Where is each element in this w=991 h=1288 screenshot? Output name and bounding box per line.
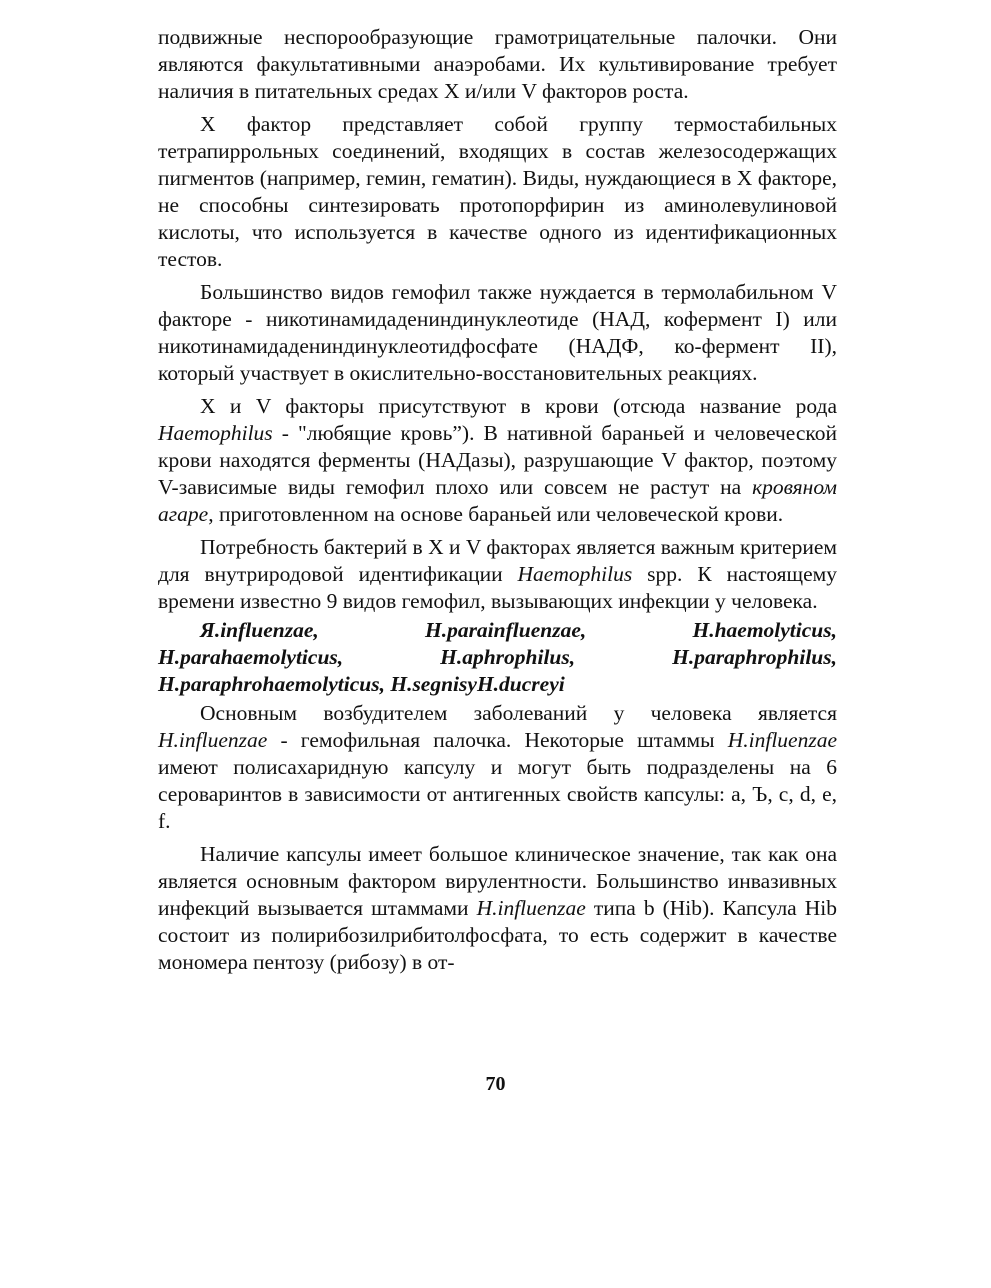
paragraph-3: Большинство видов гемофил также нуждается в термолабильном V факторе - никотинамидадениндинуклеотиде (НАД, кофермент I) или никотинамидадениндинуклеотидфосфате (НАДФ, ко-фермент II), который участвует в окислительно-восстановительных реакциях. xyxy=(158,280,837,385)
paragraph-6-text-a: Основным возбудителем заболеваний у человека является xyxy=(200,701,837,725)
paragraph-5-text-a: Потребность бактерий в X и V факторах является важным критерием для внутриродовой идентификации xyxy=(158,535,837,586)
paragraph-4-text-a: X и V факторы присутствуют в крови (отсюда название рода xyxy=(200,394,837,418)
species-name: H.paraphrophilus, xyxy=(672,645,837,669)
paragraph-6 xyxy=(158,700,837,835)
species-name: H.aphrophilus, xyxy=(440,645,576,669)
species-list xyxy=(158,617,837,698)
paragraph-7-text-a: Наличие капсулы имеет большое клиническое значение, так как она является основным фактором вирулентности. Большинство инвазивных инфекций вызывается штаммами xyxy=(158,842,837,920)
species-line-3 xyxy=(158,671,837,698)
genus-haemophilus: Haemophilus xyxy=(158,421,273,445)
species-h-influenzae: H.influenzae xyxy=(476,896,586,920)
genus-haemophilus: Haemophilus xyxy=(517,562,633,586)
species-name: H.paraphrohaemolyticus, H.segnisyH.ducreyi xyxy=(158,672,565,696)
species-name: H.haemolyticus, xyxy=(692,618,837,642)
paragraph-7-text-c: типа b (Hib). Капсула Hib состоит из полирибозилрибитолфосфата, то есть содержит в качестве мономера пентозу (рибозу) в от- xyxy=(158,896,837,974)
paragraph-6-text-e: имеют полисахаридную капсулу и могут быть подразделены на 6 сероваринтов в зависимости от антигенных свойств капсулы: a, Ъ, c, d, e, f. xyxy=(158,755,837,833)
paragraph-2: X фактор представляет собой группу термостабильных тетрапиррольных соединений, входящих в состав железосодержащих пигментов (например, гемин, гематин). Виды, нуждающиеся в X факторе, не способны синтезировать протопорфирин из аминолевулиновой кислоты, что используется в качестве одного из идентификационных тестов. xyxy=(158,112,837,271)
paragraph-1: подвижные неспорообразующие грамотрицательные палочки. Они являются факультативными анаэробами. Их культивирование требует наличия в питательных средах X и/или V факторов роста. xyxy=(158,25,837,103)
paragraph-4 xyxy=(158,393,837,528)
species-name: H.parahaemolyticus, xyxy=(158,645,344,669)
paragraph-4-text-e: , приготовленном на основе бараньей или человеческой крови. xyxy=(208,502,784,526)
species-line-1 xyxy=(158,617,837,644)
species-h-influenzae: H.influenzae xyxy=(727,728,837,752)
species-name: H.parainfluenzae, xyxy=(424,618,587,642)
species-line-2 xyxy=(158,644,837,671)
paragraph-6-text-c: - гемофильная палочка. Некоторые штаммы xyxy=(267,728,728,752)
species-h-influenzae: H.influenzae xyxy=(158,728,268,752)
paragraph-7 xyxy=(158,841,837,976)
page-body xyxy=(158,24,837,976)
species-name: Я.influenzae, xyxy=(200,618,319,642)
paragraph-4-text-c: - "любящие кровь”). В нативной бараньей и человеческой крови находятся ферменты (НАДазы), разрушающие V фактор, поэтому V-зависимые виды гемофил плохо или совсем не растут на xyxy=(158,421,837,499)
blood-agar-term: кровяном агаре xyxy=(158,475,837,526)
paragraph-5 xyxy=(158,534,837,615)
paragraph-5-text-c: spp. К настоящему времени известно 9 видов гемофил, вызывающих инфекции у человека. xyxy=(158,562,837,613)
page-number: 70 xyxy=(485,1073,506,1095)
